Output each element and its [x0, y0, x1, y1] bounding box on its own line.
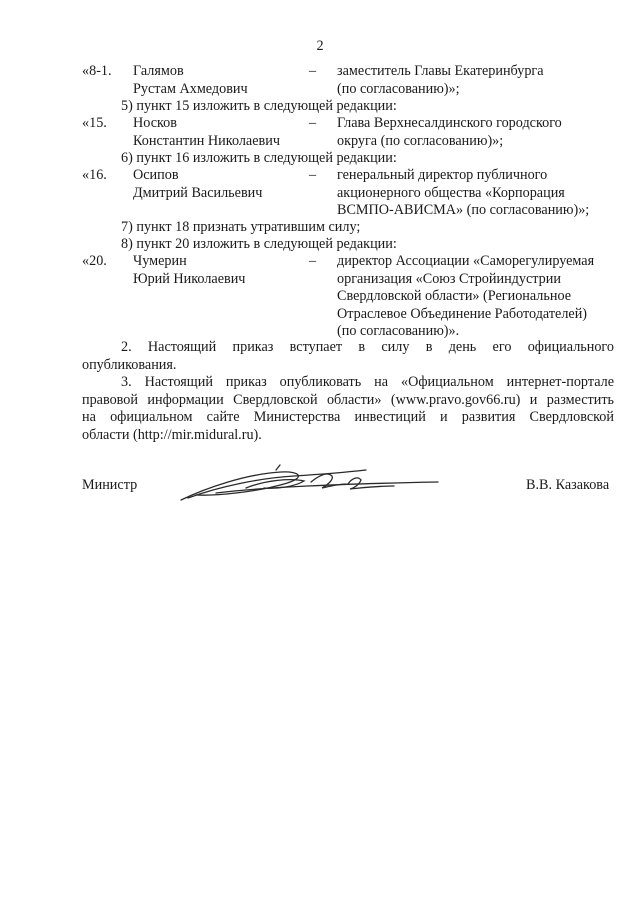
- entry-description: [337, 63, 627, 98]
- entry-given-names: Юрий Николаевич: [133, 270, 246, 287]
- subitem-5: 5) пункт 15 изложить в следующей редакции:: [121, 98, 397, 114]
- entry-number: «8-1.: [82, 63, 112, 79]
- signatory-name: В.В. Казакова: [526, 477, 610, 493]
- paragraph-line: 3. Настоящий приказ опубликовать на «Официальном интернет-портале: [121, 374, 614, 390]
- entry-name: [133, 63, 313, 98]
- entry-given-names: Дмитрий Васильевич: [133, 184, 263, 201]
- entry-description: [337, 167, 627, 220]
- paragraph-3: [82, 374, 614, 444]
- entry-number: «16.: [82, 167, 107, 183]
- entry-number: «20.: [82, 253, 107, 269]
- entry-description: [337, 115, 627, 150]
- desc-line: Отраслевое Объединение Работодателей): [337, 305, 588, 322]
- handwritten-signature: [176, 462, 441, 508]
- entry-dash: –: [309, 115, 317, 131]
- paragraph-2: [82, 339, 614, 374]
- entry-surname: Чумерин: [133, 253, 187, 269]
- entry-dash: –: [309, 253, 317, 269]
- desc-line: ВСМПО-АВИСМА» (по согласованию)»;: [337, 202, 590, 218]
- entry-surname: Носков: [133, 115, 177, 131]
- entry-dash: –: [309, 167, 317, 183]
- entry-name: [133, 167, 313, 202]
- desc-line: заместитель Главы Екатеринбурга: [337, 63, 544, 79]
- entry-given-names: Рустам Ахмедович: [133, 80, 248, 97]
- entry-dash: –: [309, 63, 317, 79]
- entry-given-names: Константин Николаевич: [133, 132, 280, 149]
- entry-name: [133, 115, 313, 150]
- desc-line: организация «Союз Стройиндустрии: [337, 270, 561, 287]
- paragraph-line: опубликования.: [82, 356, 177, 373]
- desc-line: Свердловской области» (Региональное: [337, 288, 572, 304]
- entry-surname: Галямов: [133, 63, 184, 79]
- entry-surname: Осипов: [133, 167, 179, 183]
- subitem-6: 6) пункт 16 изложить в следующей редакции:: [121, 150, 397, 166]
- paragraph-line: правовой информации Свердловской области» (www.pravo.gov66.ru) и разместить: [82, 391, 614, 408]
- paragraph-line: на официальном сайте Министерства инвестиций и развития Свердловской: [82, 409, 614, 425]
- entry-description: [337, 253, 627, 341]
- desc-line: директор Ассоциации «Саморегулируемая: [337, 253, 595, 269]
- paragraph-line: области (http://mir.midural.ru).: [82, 426, 262, 443]
- subitem-8: 8) пункт 20 изложить в следующей редакции:: [121, 236, 397, 252]
- entry-number: «15.: [82, 115, 107, 131]
- desc-line: генеральный директор публичного: [337, 167, 548, 183]
- signatory-title: Министр: [82, 477, 138, 493]
- subitem-7: 7) пункт 18 признать утратившим силу;: [121, 219, 361, 235]
- desc-line: акционерного общества «Корпорация: [337, 184, 565, 201]
- desc-line: (по согласованию)»;: [337, 80, 460, 97]
- entry-name: [133, 253, 313, 288]
- desc-line: (по согласованию)».: [337, 323, 460, 339]
- paragraph-line: 2. Настоящий приказ вступает в силу в день его официального: [121, 339, 614, 355]
- page-number: 2: [316, 38, 324, 54]
- desc-line: Глава Верхнесалдинского городского: [337, 115, 562, 131]
- desc-line: округа (по согласованию)»;: [337, 132, 504, 149]
